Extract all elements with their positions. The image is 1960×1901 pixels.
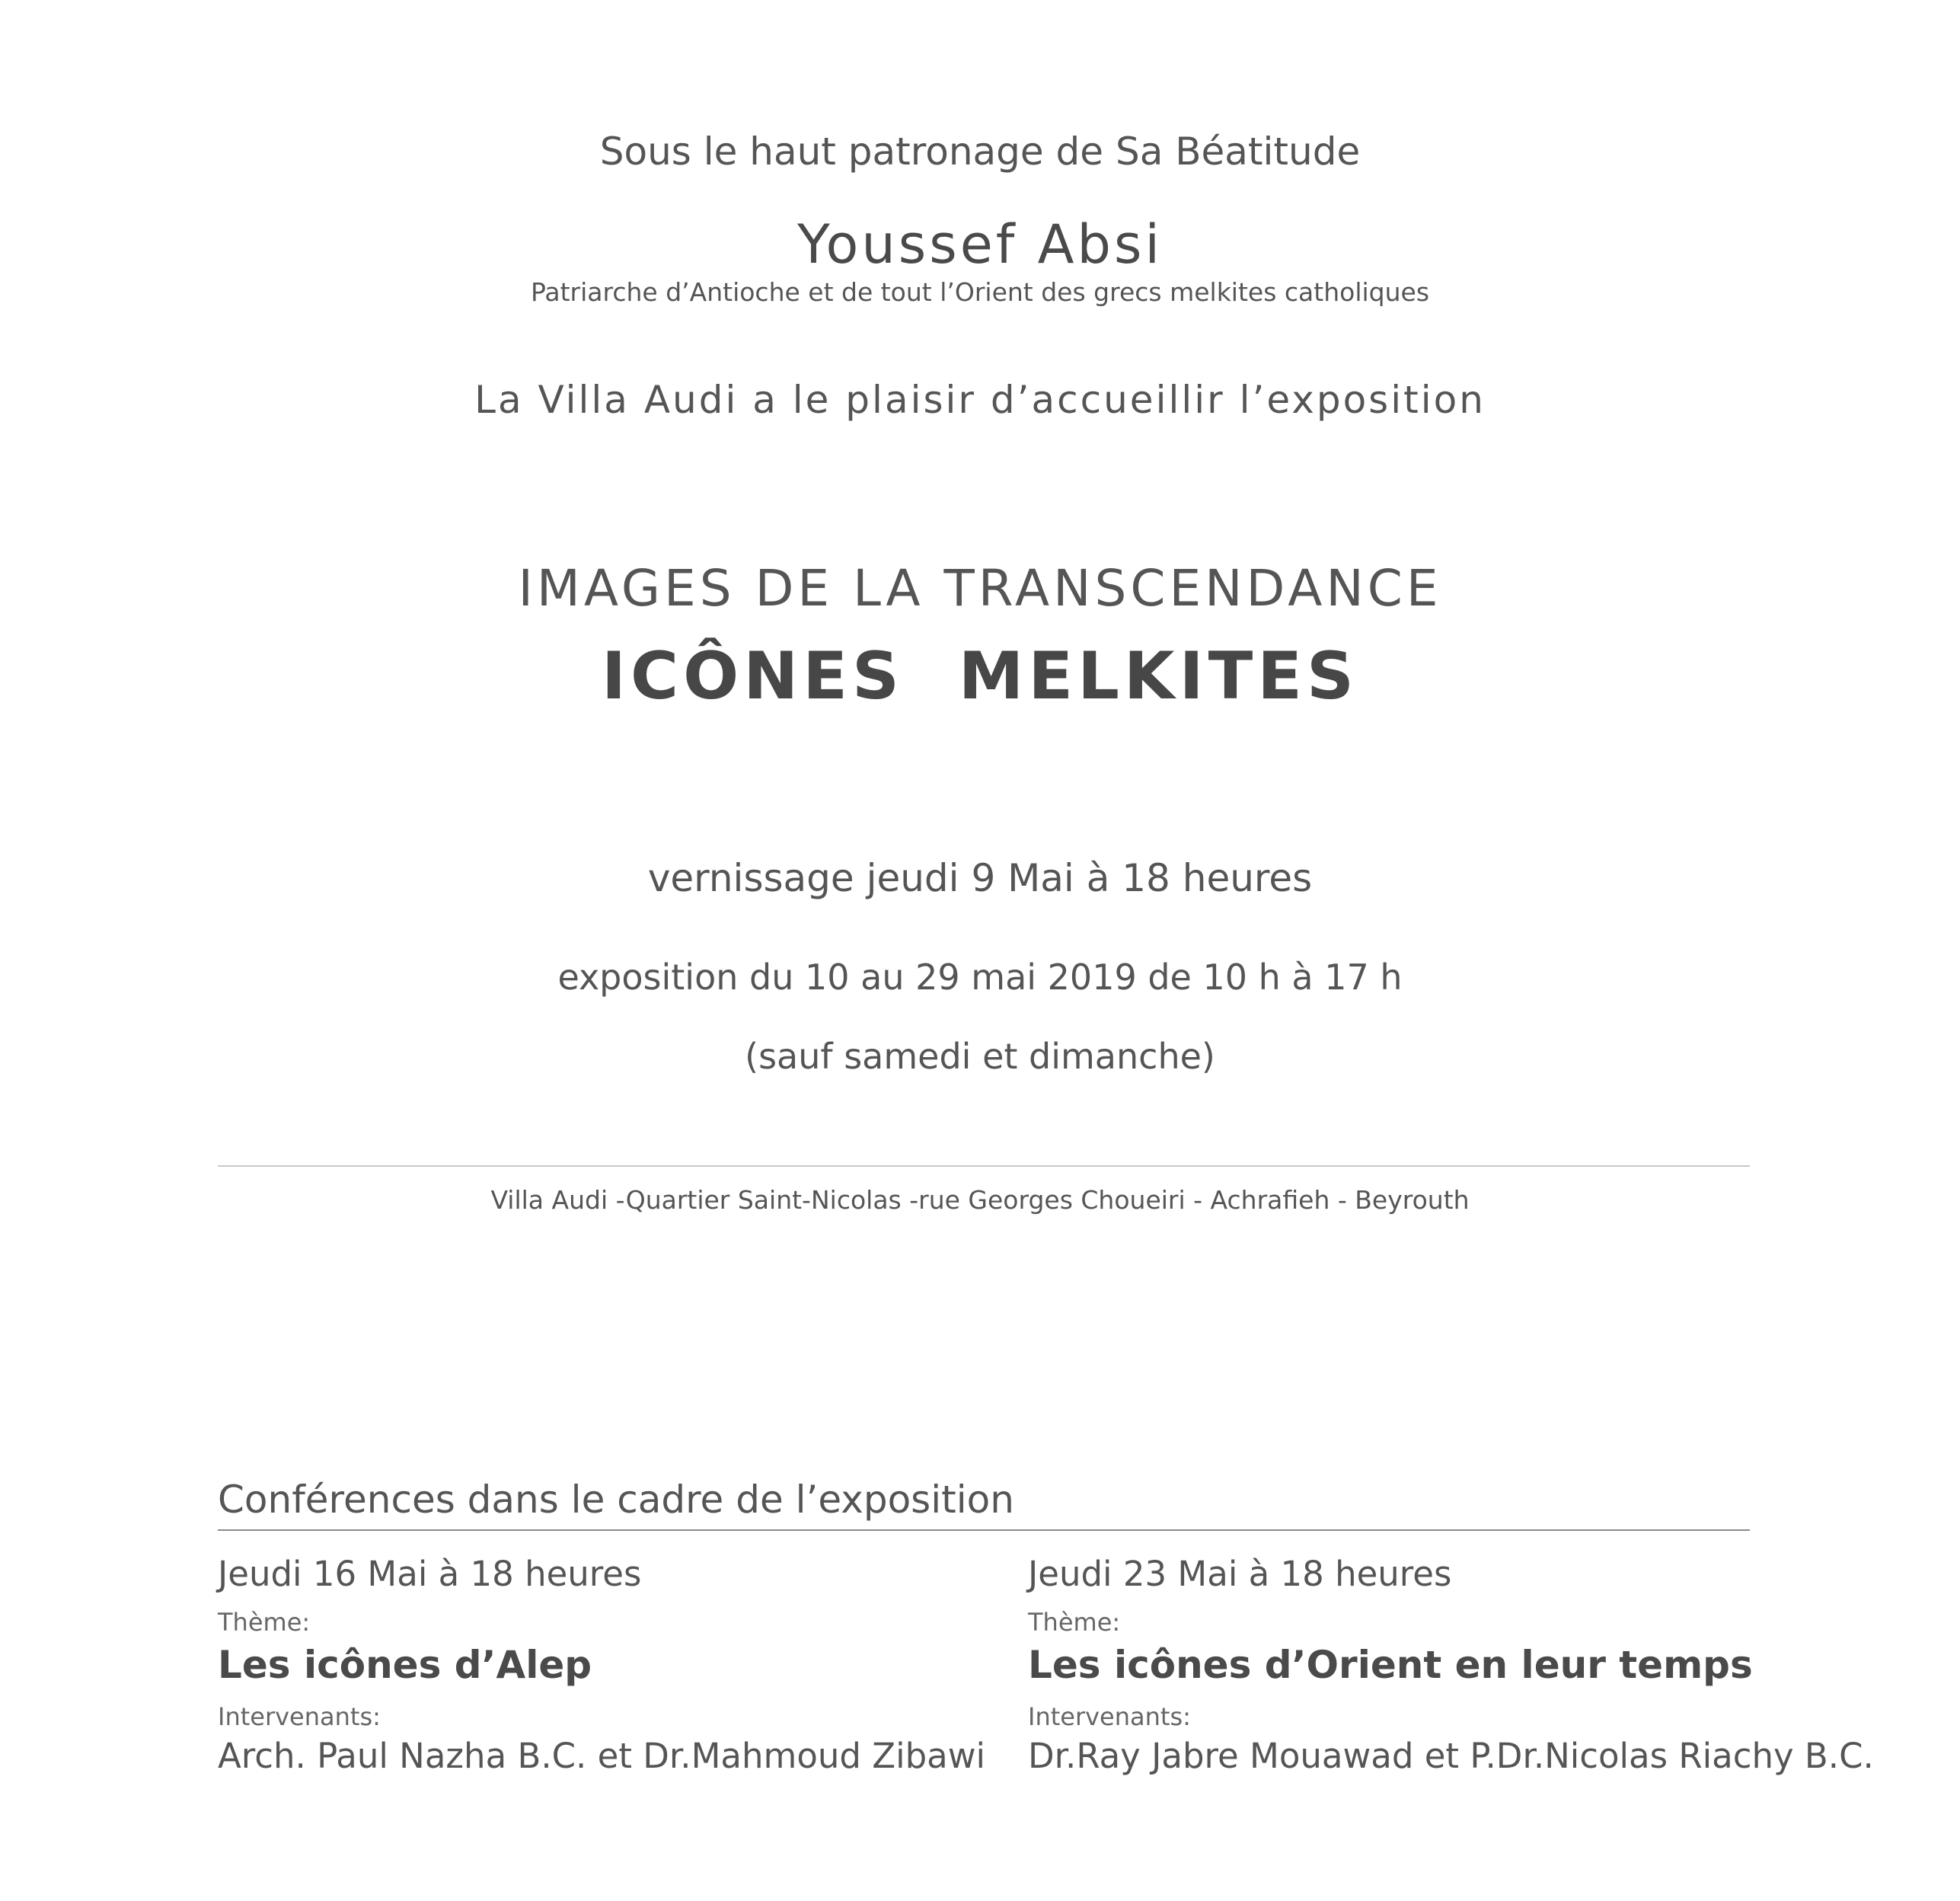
patron-name: Youssef Absi: [797, 213, 1163, 276]
patronage-line: Sous le haut patronage de Sa Béatitude: [599, 129, 1361, 174]
theme-label: Thème:: [218, 1608, 311, 1637]
divider: [218, 1165, 1750, 1167]
vernissage-line: vernissage jeudi 9 Mai à 18 heures: [647, 856, 1313, 900]
conference-speakers: Dr.Ray Jabre Mouawad et P.Dr.Nicolas Riachy B.C.: [1028, 1736, 1874, 1776]
theme-label: Thème:: [1028, 1608, 1121, 1637]
speakers-label: Intervenants:: [218, 1702, 381, 1731]
conference-item: [1028, 1554, 1874, 1776]
conferences-heading: Conférences dans le cadre de l’exposition: [218, 1478, 1014, 1522]
conference-theme: Les icônes d’Orient en leur temps: [1028, 1643, 1753, 1687]
conference-theme: Les icônes d’Alep: [218, 1643, 592, 1687]
closed-days: (sauf samedi et dimanche): [745, 1036, 1215, 1077]
conference-date: Jeudi 23 Mai à 18 heures: [1028, 1554, 1452, 1594]
conference-speakers: Arch. Paul Nazha B.C. et Dr.Mahmoud Zibawi: [218, 1736, 986, 1776]
exhibition-title: IMAGES DE LA TRANSCENDANCE: [518, 559, 1442, 618]
host-line: La Villa Audi a le plaisir d’accueillir l’exposition: [474, 378, 1486, 422]
exhibition-dates: exposition du 10 au 29 mai 2019 de 10 h à 17 h: [557, 957, 1403, 998]
conference-item: [218, 1554, 985, 1776]
venue-address: Villa Audi -Quartier Saint-Nicolas -rue Georges Choueiri - Achrafieh - Beyrouth: [490, 1185, 1470, 1215]
speakers-label: Intervenants:: [1028, 1702, 1191, 1731]
conference-date: Jeudi 16 Mai à 18 heures: [218, 1554, 642, 1594]
conferences-divider: [218, 1529, 1750, 1531]
exhibition-subtitle: ICÔNES MELKITES: [602, 638, 1358, 714]
patron-title: Patriarche d’Antioche et de tout l’Orient des grecs melkites catholiques: [530, 277, 1430, 307]
